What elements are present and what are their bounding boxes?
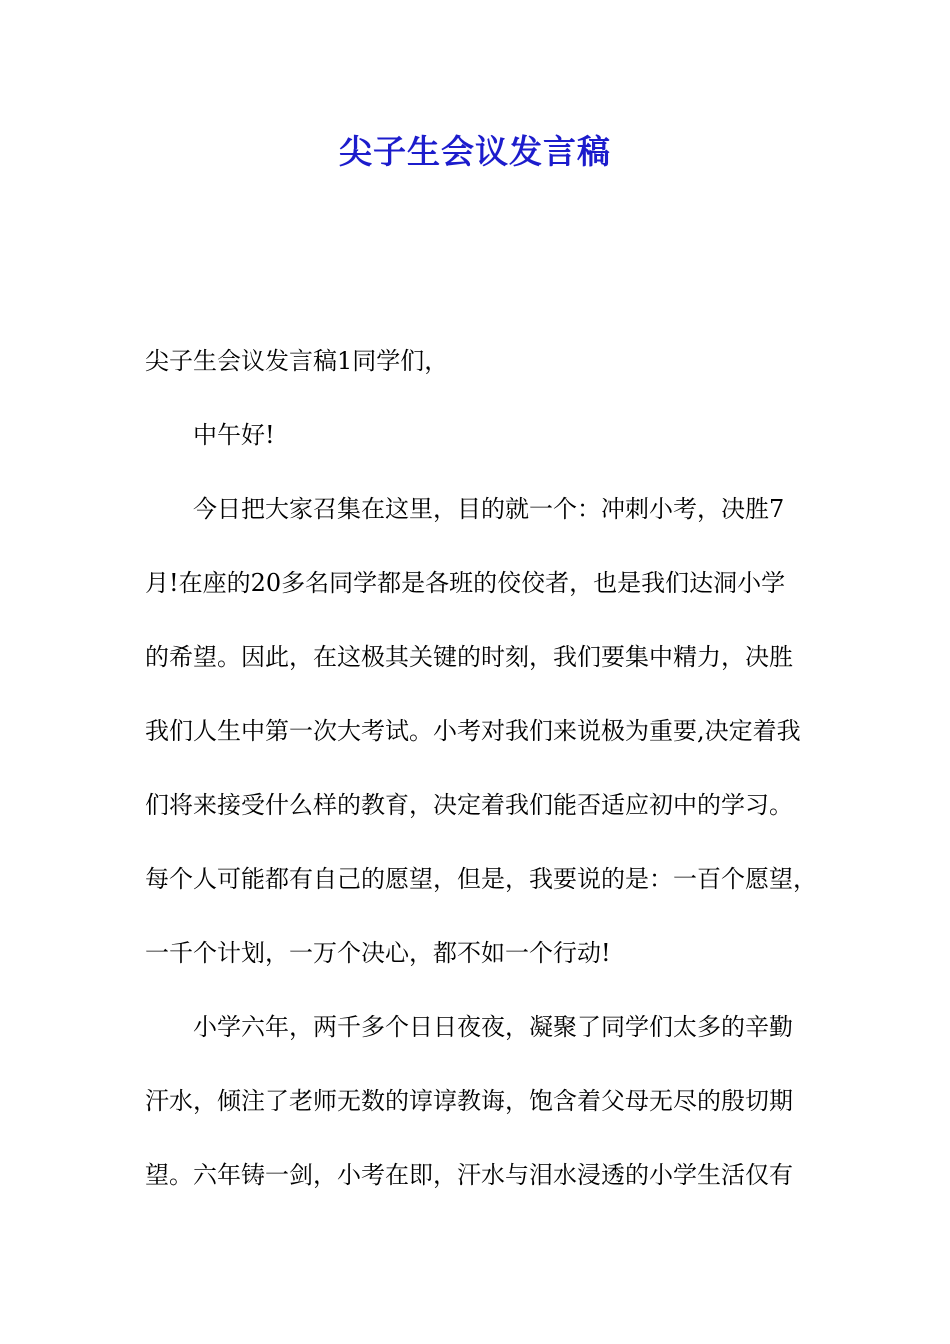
text-line: 我们人生中第一次大考试。小考对我们来说极为重要,决定着我 — [145, 717, 801, 745]
text-line: 小学六年，两千多个日日夜夜，凝聚了同学们太多的辛勤 — [193, 1013, 793, 1041]
document-title: 尖子生会议发言稿 — [339, 132, 611, 171]
text-line: 的希望。因此，在这极其关键的时刻，我们要集中精力，决胜 — [145, 643, 793, 671]
text-line: 一千个计划，一万个决心，都不如一个行动! — [145, 939, 611, 967]
text-line: 汗水，倾注了老师无数的谆谆教诲，饱含着父母无尽的殷切期 — [145, 1087, 793, 1115]
text-line: 每个人可能都有自己的愿望，但是，我要说的是：一百个愿望， — [145, 865, 817, 893]
text-line: 月!在座的20多名同学都是各班的佼佼者，也是我们达洞小学 — [145, 569, 786, 597]
text-line: 们将来接受什么样的教育，决定着我们能否适应初中的学习。 — [145, 791, 793, 819]
text-line: 尖子生会议发言稿1同学们， — [145, 347, 449, 375]
text-line: 今日把大家召集在这里，目的就一个：冲刺小考，决胜7 — [193, 495, 785, 523]
text-line: 中午好! — [193, 421, 275, 449]
text-line: 望。六年铸一剑，小考在即，汗水与泪水浸透的小学生活仅有 — [145, 1161, 793, 1189]
